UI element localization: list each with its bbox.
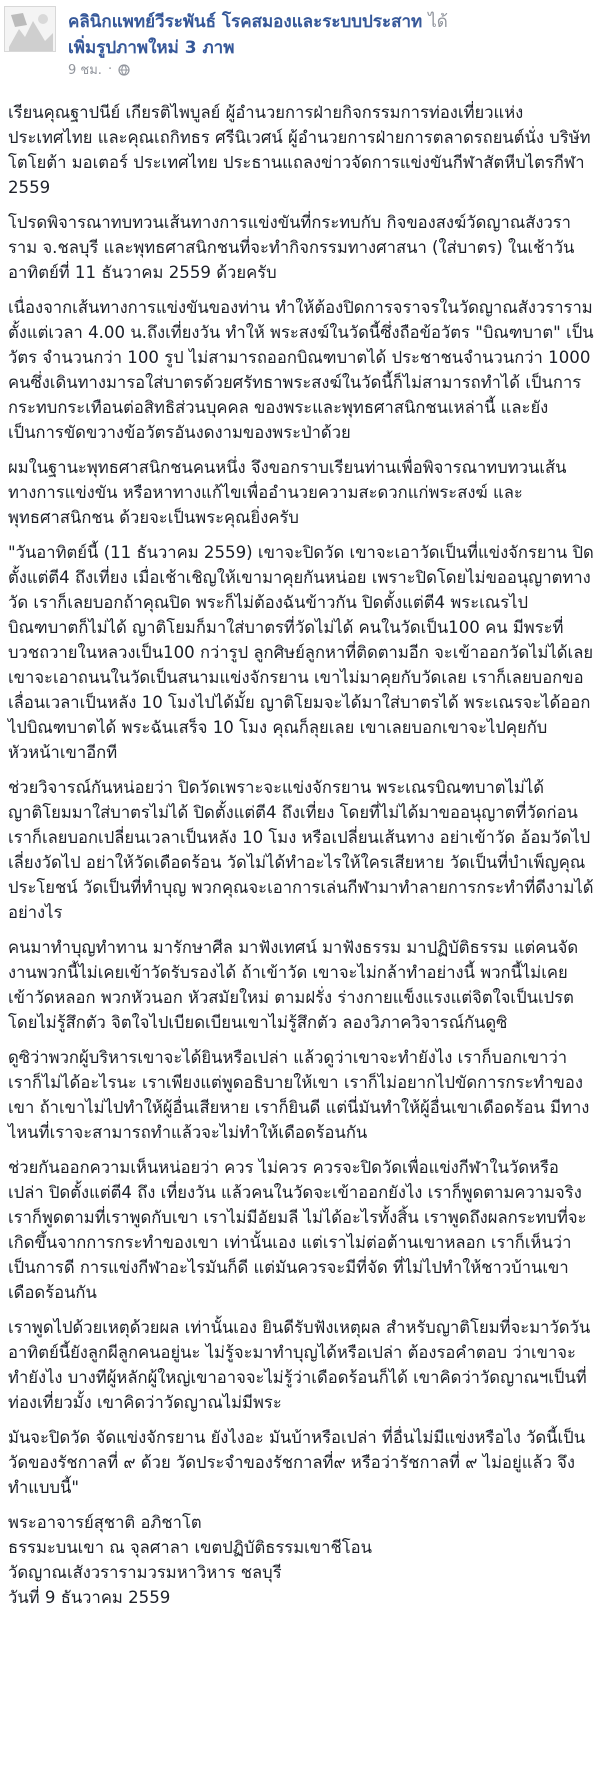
- meta-separator: ·: [107, 62, 113, 77]
- page-avatar[interactable]: [4, 6, 56, 52]
- signature-line: วันที่ 9 ธันวาคม 2559: [8, 1588, 171, 1607]
- post-paragraph: ช่วยวิจารณ์กันหน่อยว่า ปิดวัดเพราะจะแข่งจักรยาน พระเณรบิณฑบาตไม่ได้ ญาติโยมมาใส่บาตรไม่ได้ ปิดตั้งแต่ตี4 ถึงเที่ยง โดยที่ไม่ได้มาขออนุญาตที่วัดก่อน เราก็เลยบอกเปลี่ยนเวลาเป็นหลัง 10 โมง หรือเปลี่ยนเส้นทาง อย่าเข้าวัด อ้อมวัดไป เลี่ยงวัดไป อย่าให้วัดเดือดร้อน วัดไม่ได้ทำอะไรให้ใครเสียหาย วัดเป็นที่บำเพ็ญคุณประโยชน์ วัดเป็นที่ทำบุญ พวกคุณจะเอาการเล่นกีฬามาทำลายการกระทำที่ดีงามได้อย่างไร: [8, 778, 594, 922]
- signature-line: พระอาจารย์สุชาติ อภิชาโต: [8, 1513, 202, 1532]
- post-paragraph: มันจะปิดวัด จัดแข่งจักรยาน ยังไงอะ มันบ้าหรือเปล่า ที่อื่นไม่มีแข่งหรือไง วัดนี้เป็นวัดของรัชกาลที่ ๙ ด้วย วัดประจำของรัชกาลที่๙ หรือว่ารัชกาลที่ ๙ ไม่อยู่แล้ว จึงทำแบบนี้": [8, 1428, 586, 1497]
- signature-line: วัดญาณเสังวรารามวรมหาวิหาร ชลบุรี: [8, 1563, 282, 1582]
- globe-icon[interactable]: [118, 64, 130, 76]
- post-meta: [68, 59, 130, 80]
- post-paragraph: เราพูดไปด้วยเหตุด้วยผล เท่านั้นเอง ยินดีรับฟังเหตุผล สำหรับญาติโยมที่จะมาวัดวันอาทิตย์นี้ยังลูกผีลูกคนอยู่นะ ไม่รู้จะมาทำบุญได้หรือเปล่า ต้องรอคำตอบ ว่าเขาจะทำยังไง บางทีผู้หลักผู้ใหญ่เขาอาจจะไม่รู้ว่าเดือดร้อนก็ได้ เขาคิดว่าวัดญาณฯเป็นที่ท่องเที่ยวมั้ง เขาคิดว่าวัดญาณไม่มีพระ: [8, 1318, 591, 1412]
- post-paragraph: เรียนคุณฐาปนีย์ เกียรติไพบูลย์ ผู้อำนวยการฝ่ายกิจกรรมการท่องเที่ยวแห่งประเทศไทย และคุณเถกิทธร ศรีนิเวศน์ ผู้อำนวยการฝ่ายการตลาดรถยนต์นั่ง บริษัทโตโยต้า มอเตอร์ ประเทศไทย ประธานแถลงข่าวจัดการแข่งขันกีฬาสัตหีบไตรกีฬา 2559: [8, 103, 591, 197]
- avatar-image: [5, 7, 56, 52]
- post-paragraph: เนื่องจากเส้นทางการแข่งขันของท่าน ทำให้ต้องปิดการจราจรในวัดญาณสังวราราม ตั้งแต่เวลา 4.00 น.ถึงเที่ยงวัน ทำให้ พระสงฆ์ในวัดนี้ซึ่งถือข้อวัตร "บิณฑบาต" เป็นวัตร จำนวนกว่า 100 รูป ไม่สามารถออกบิณฑบาตได้ ประชาชนจำนวนกว่า 1000 คนซึ่งเดินทางมารอใส่บาตรด้วยศรัทธาพระสงฆ์ในวัดนี้ก็ไม่สามารถทำได้ เป็นการกระทบกระเทือนต่อสิทธิส่วนบุคคล ของพระและพุทธศาสนิกชนเหล่านี้ และยังเป็นการขัดขวางข้อวัตรอันงดงามของพระป่าด้วย: [8, 298, 594, 442]
- page-name[interactable]: คลินิกแพทย์วีระพันธ์ โรคสมองและระบบประสาท: [68, 12, 423, 32]
- post-paragraph: คนมาทำบุญทำทาน มารักษาศีล มาฟังเทศน์ มาฟังธรรม มาปฏิบัติธรรม แต่คนจัดงานพวกนี้ไม่เคยเข้าวัดรับรองได้ ถ้าเข้าวัด เขาจะไม่กล้าทำอย่างนี้ พวกนี้ไม่เคยเข้าวัดหลอก พวกหัวนอก หัวสมัยใหม่ ตามฝรั่ง ร่างกายแข็งแรงแต่จิตใจเป็นเปรตโดยไม่รู้สึกตัว จิตใจไปเบียดเบียนเขาไม่รู้สึกตัว ลองวิภาควิจารณ์กันดูซิ: [8, 938, 579, 1032]
- added-photos-link[interactable]: เพิ่มรูปภาพใหม่ 3 ภาพ: [68, 38, 235, 58]
- signature-line: ธรรมะบนเขา ณ จุลศาลา เขตปฏิบัติธรรมเขาชีโอน: [8, 1538, 372, 1557]
- post-timestamp[interactable]: 9 ชม.: [68, 63, 102, 78]
- post-paragraph: "วันอาทิตย์นี้ (11 ธันวาคม 2559) เขาจะปิดวัด เขาจะเอาวัดเป็นที่แข่งจักรยาน ปิดตั้งแต่ตี4 ถึงเที่ยง เมื่อเช้าเชิญให้เขามาคุยกันหน่อย เพราะปิดโดยไม่ขออนุญาตทางวัด เราก็เลยบอกถ้าคุณปิด พระก็ไม่ต้องฉันข้าวกัน ปิดตั้งแต่ตี4 พระเณรไปบิณฑบาตก็ไม่ได้ ญาติโยมก็มาใส่บาตรที่วัดไม่ได้ คนในวัดเป็น100 คน มีพระที่บวชถวายในหลวงเป็น100 กว่ารูป ลูกศิษย์ลูกหาที่ติดตามอีก จะเข้าออกวัดไม่ได้เลย เขาจะเอาถนนในวัดเป็นสนามแข่งจักรยาน เขาไม่มาคุยกับวัดเลย เราก็เลยบอกขอเลื่อนเวลาเป็นหลัง 10 โมงไปได้มั้ย ญาติโยมจะได้มาใส่บาตรได้ พระเณรจะได้ออกไปบิณฑบาตได้ พระฉันเสร็จ 10 โมง คุณก็ลุยเลย เขาเลยบอกเขาจะไปคุยกับหัวหน้าเขาอีกที: [8, 543, 594, 762]
- post-header: [0, 0, 600, 88]
- post-paragraph: ผมในฐานะพุทธศาสนิกชนคนหนึ่ง จึงขอกราบเรียนท่านเพื่อพิจารณาทบทวนเส้นทางการแข่งขัน หรือหาทางแก้ไขเพื่ออำนวยความสะดวกแก่พระสงฆ์ และพุทธศาสนิกชน ด้วยจะเป็นพระคุณยิ่งครับ: [8, 458, 567, 527]
- post-paragraph: ดูซิว่าพวกผู้บริหารเขาจะได้ยินหรือเปล่า แล้วดูว่าเขาจะทำยังไง เราก็บอกเขาว่า เราก็ไม่ได้อะไรนะ เราเพียงแต่พูดอธิบายให้เขา เราก็ไม่อยากไปขัดการกระทำของเขา ถ้าเขาไม่ไปทำให้ผู้อื่นเสียหาย เราก็ยินดี แต่นี่มันทำให้ผู้อื่นเขาเดือดร้อน มีทางไหนที่เราจะสามารถทำแล้วจะไม่ทำให้เดือดร้อนกัน: [8, 1048, 590, 1142]
- post-action-text: ได้: [428, 12, 448, 32]
- page-name-link[interactable]: [68, 8, 448, 35]
- post-paragraph: ช่วยกันออกความเห็นหน่อยว่า ควร ไม่ควร ควรจะปิดวัดเพื่อแข่งกีฬาในวัดหรือเปล่า ปิดตั้งแต่ตี4 ถึง เที่ยงวัน แล้วคนในวัดจะเข้าออกยังไง เราก็พูดตามความจริง เราก็พูดตามที่เราพูดกับเขา เราไม่มีอัยมลี ไม่ได้อะไรทั้งสิ้น เราพูดถึงผลกระทบที่จะเกิดขึ้นจากการกระทำของเขา เท่านั้นเอง แต่เราไม่ต่อต้านเขาหลอก เราก็เห็นว่าเป็นการดี การแข่งกีฬาอะไรมันก็ดี แต่มันควรจะมีที่จัด ที่ไม่ไปทำให้ชาวบ้านเขาเดือดร้อนกัน: [8, 1158, 587, 1302]
- post-body: [8, 100, 594, 1610]
- post-paragraph: โปรดพิจารณาทบทวนเส้นทางการแข่งขันที่กระทบกับ กิจของสงฆ์วัดญาณสังวราราม จ.ชลบุรี และพุทธศาสนิกชนที่จะทำกิจกรรมทางศาสนา (ใส่บาตร) ในเช้าวันอาทิตย์ที่ 11 ธันวาคม 2559 ด้วยครับ: [8, 213, 575, 282]
- post-signature: [8, 1510, 594, 1610]
